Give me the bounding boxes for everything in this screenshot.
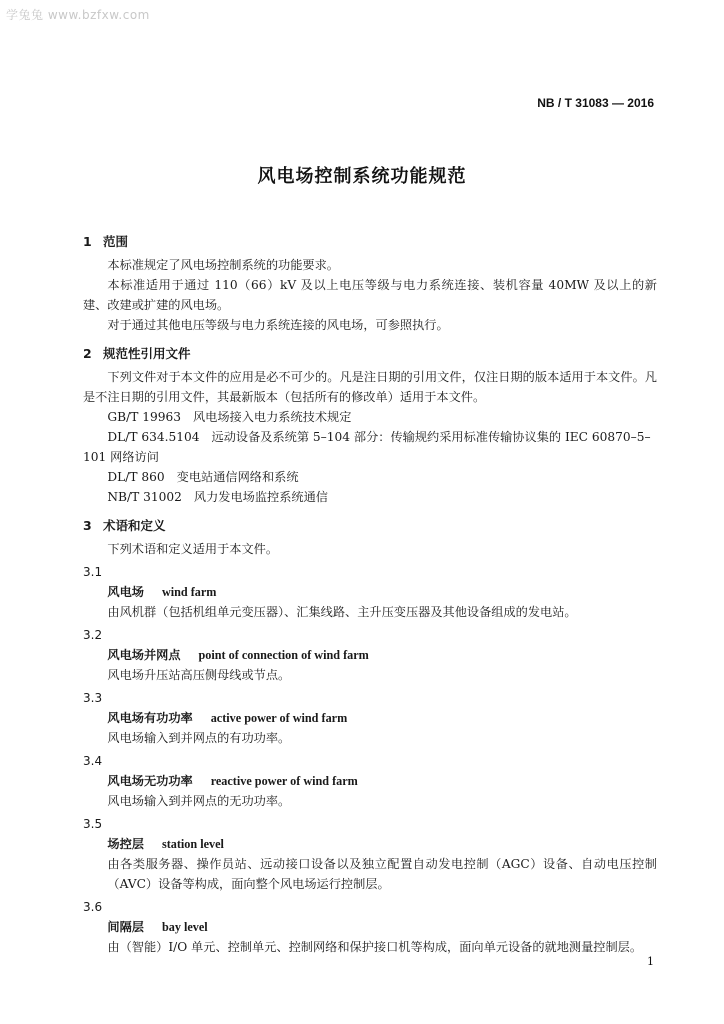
- paragraph: 对于通过其他电压等级与电力系统连接的风电场，可参照执行。: [107, 318, 449, 332]
- page-number: 1: [647, 955, 654, 968]
- section-heading: [83, 232, 657, 252]
- term-zh: 间隔层: [107, 920, 144, 934]
- reference-code: DL/T 860: [107, 470, 165, 484]
- term-en: active power of wind farm: [210, 711, 348, 725]
- term-number: 3.5: [83, 817, 103, 831]
- reference-item: [83, 487, 657, 507]
- term-title: [83, 917, 657, 937]
- reference-item: [83, 467, 657, 487]
- term-en: bay level: [161, 920, 208, 934]
- term-zh: 风电场无功功率: [107, 774, 193, 788]
- term-title: [83, 645, 657, 665]
- term-en: point of connection of wind farm: [198, 648, 369, 662]
- term-title: [83, 708, 657, 728]
- term-title: [83, 834, 657, 854]
- term-en: reactive power of wind farm: [210, 774, 358, 788]
- section-heading: [83, 516, 657, 536]
- reference-title: 远动设备及系统第 5–104 部分：传输规约采用标准传输协议集的 IEC 60870–5–101 网络访问: [83, 430, 651, 464]
- section-number: 2: [83, 346, 92, 361]
- term-zh: 场控层: [107, 837, 144, 851]
- reference-title: 变电站通信网络和系统: [176, 470, 299, 484]
- reference-code: GB/T 19963: [107, 410, 181, 424]
- term-zh: 风电场有功功率: [107, 711, 193, 725]
- reference-code: DL/T 634.5104: [107, 430, 200, 444]
- term-definition: 由风机群（包括机组单元变压器）、汇集线路、主升压变压器及其他设备组成的发电站。: [107, 605, 577, 619]
- paragraph: 下列术语和定义适用于本文件。: [107, 542, 279, 556]
- reference-title: 风电场接入电力系统技术规定: [192, 410, 352, 424]
- term-en: station level: [161, 837, 224, 851]
- watermark: 学兔兔 www.bzfxw.com: [6, 8, 150, 22]
- section-heading: [83, 344, 657, 364]
- term-en: wind farm: [161, 585, 217, 599]
- paragraph: 下列文件对于本文件的应用是必不可少的。凡是注日期的引用文件，仅注日期的版本适用于本文件。凡是不注日期的引用文件，其最新版本（包括所有的修改单）适用于本文件。: [83, 370, 657, 404]
- reference-code: NB/T 31002: [107, 490, 182, 504]
- standard-number: NB / T 31083 — 2016: [537, 96, 654, 110]
- document-body: [83, 232, 657, 957]
- section-title: 规范性引用文件: [103, 346, 191, 361]
- paragraph: 本标准适用于通过 110（66）kV 及以上电压等级与电力系统连接、装机容量 40MW 及以上的新建、改建或扩建的风电场。: [83, 278, 657, 312]
- section-title: 术语和定义: [103, 518, 166, 533]
- term-number: 3.1: [83, 565, 103, 579]
- term-number: 3.2: [83, 628, 103, 642]
- term-definition: 由各类服务器、操作员站、远动接口设备以及独立配置自动发电控制（AGC）设备、自动电压控制（AVC）设备等构成，面向整个风电场运行控制层。: [107, 857, 657, 891]
- reference-title: 风力发电场监控系统通信: [193, 490, 328, 504]
- reference-item: [83, 407, 657, 427]
- term-definition: 风电场输入到并网点的有功功率。: [107, 731, 291, 745]
- term-number: 3.3: [83, 691, 103, 705]
- term-zh: 风电场并网点: [107, 648, 181, 662]
- paragraph: 本标准规定了风电场控制系统的功能要求。: [107, 258, 339, 272]
- term-number: 3.6: [83, 900, 103, 914]
- term-definition: 风电场输入到并网点的无功功率。: [107, 794, 291, 808]
- document-title: 风电场控制系统功能规范: [257, 166, 467, 187]
- term-title: [83, 582, 657, 602]
- term-definition: 由（智能）I/O 单元、控制单元、控制网络和保护接口机等构成，面向单元设备的就地测量控制层。: [107, 940, 643, 954]
- term-zh: 风电场: [107, 585, 144, 599]
- reference-item: [83, 427, 657, 467]
- term-title: [83, 771, 657, 791]
- section-number: 3: [83, 518, 92, 533]
- term-definition: 风电场升压站高压侧母线或节点。: [107, 668, 291, 682]
- section-number: 1: [83, 234, 92, 249]
- term-number: 3.4: [83, 754, 103, 768]
- section-title: 范围: [103, 234, 129, 249]
